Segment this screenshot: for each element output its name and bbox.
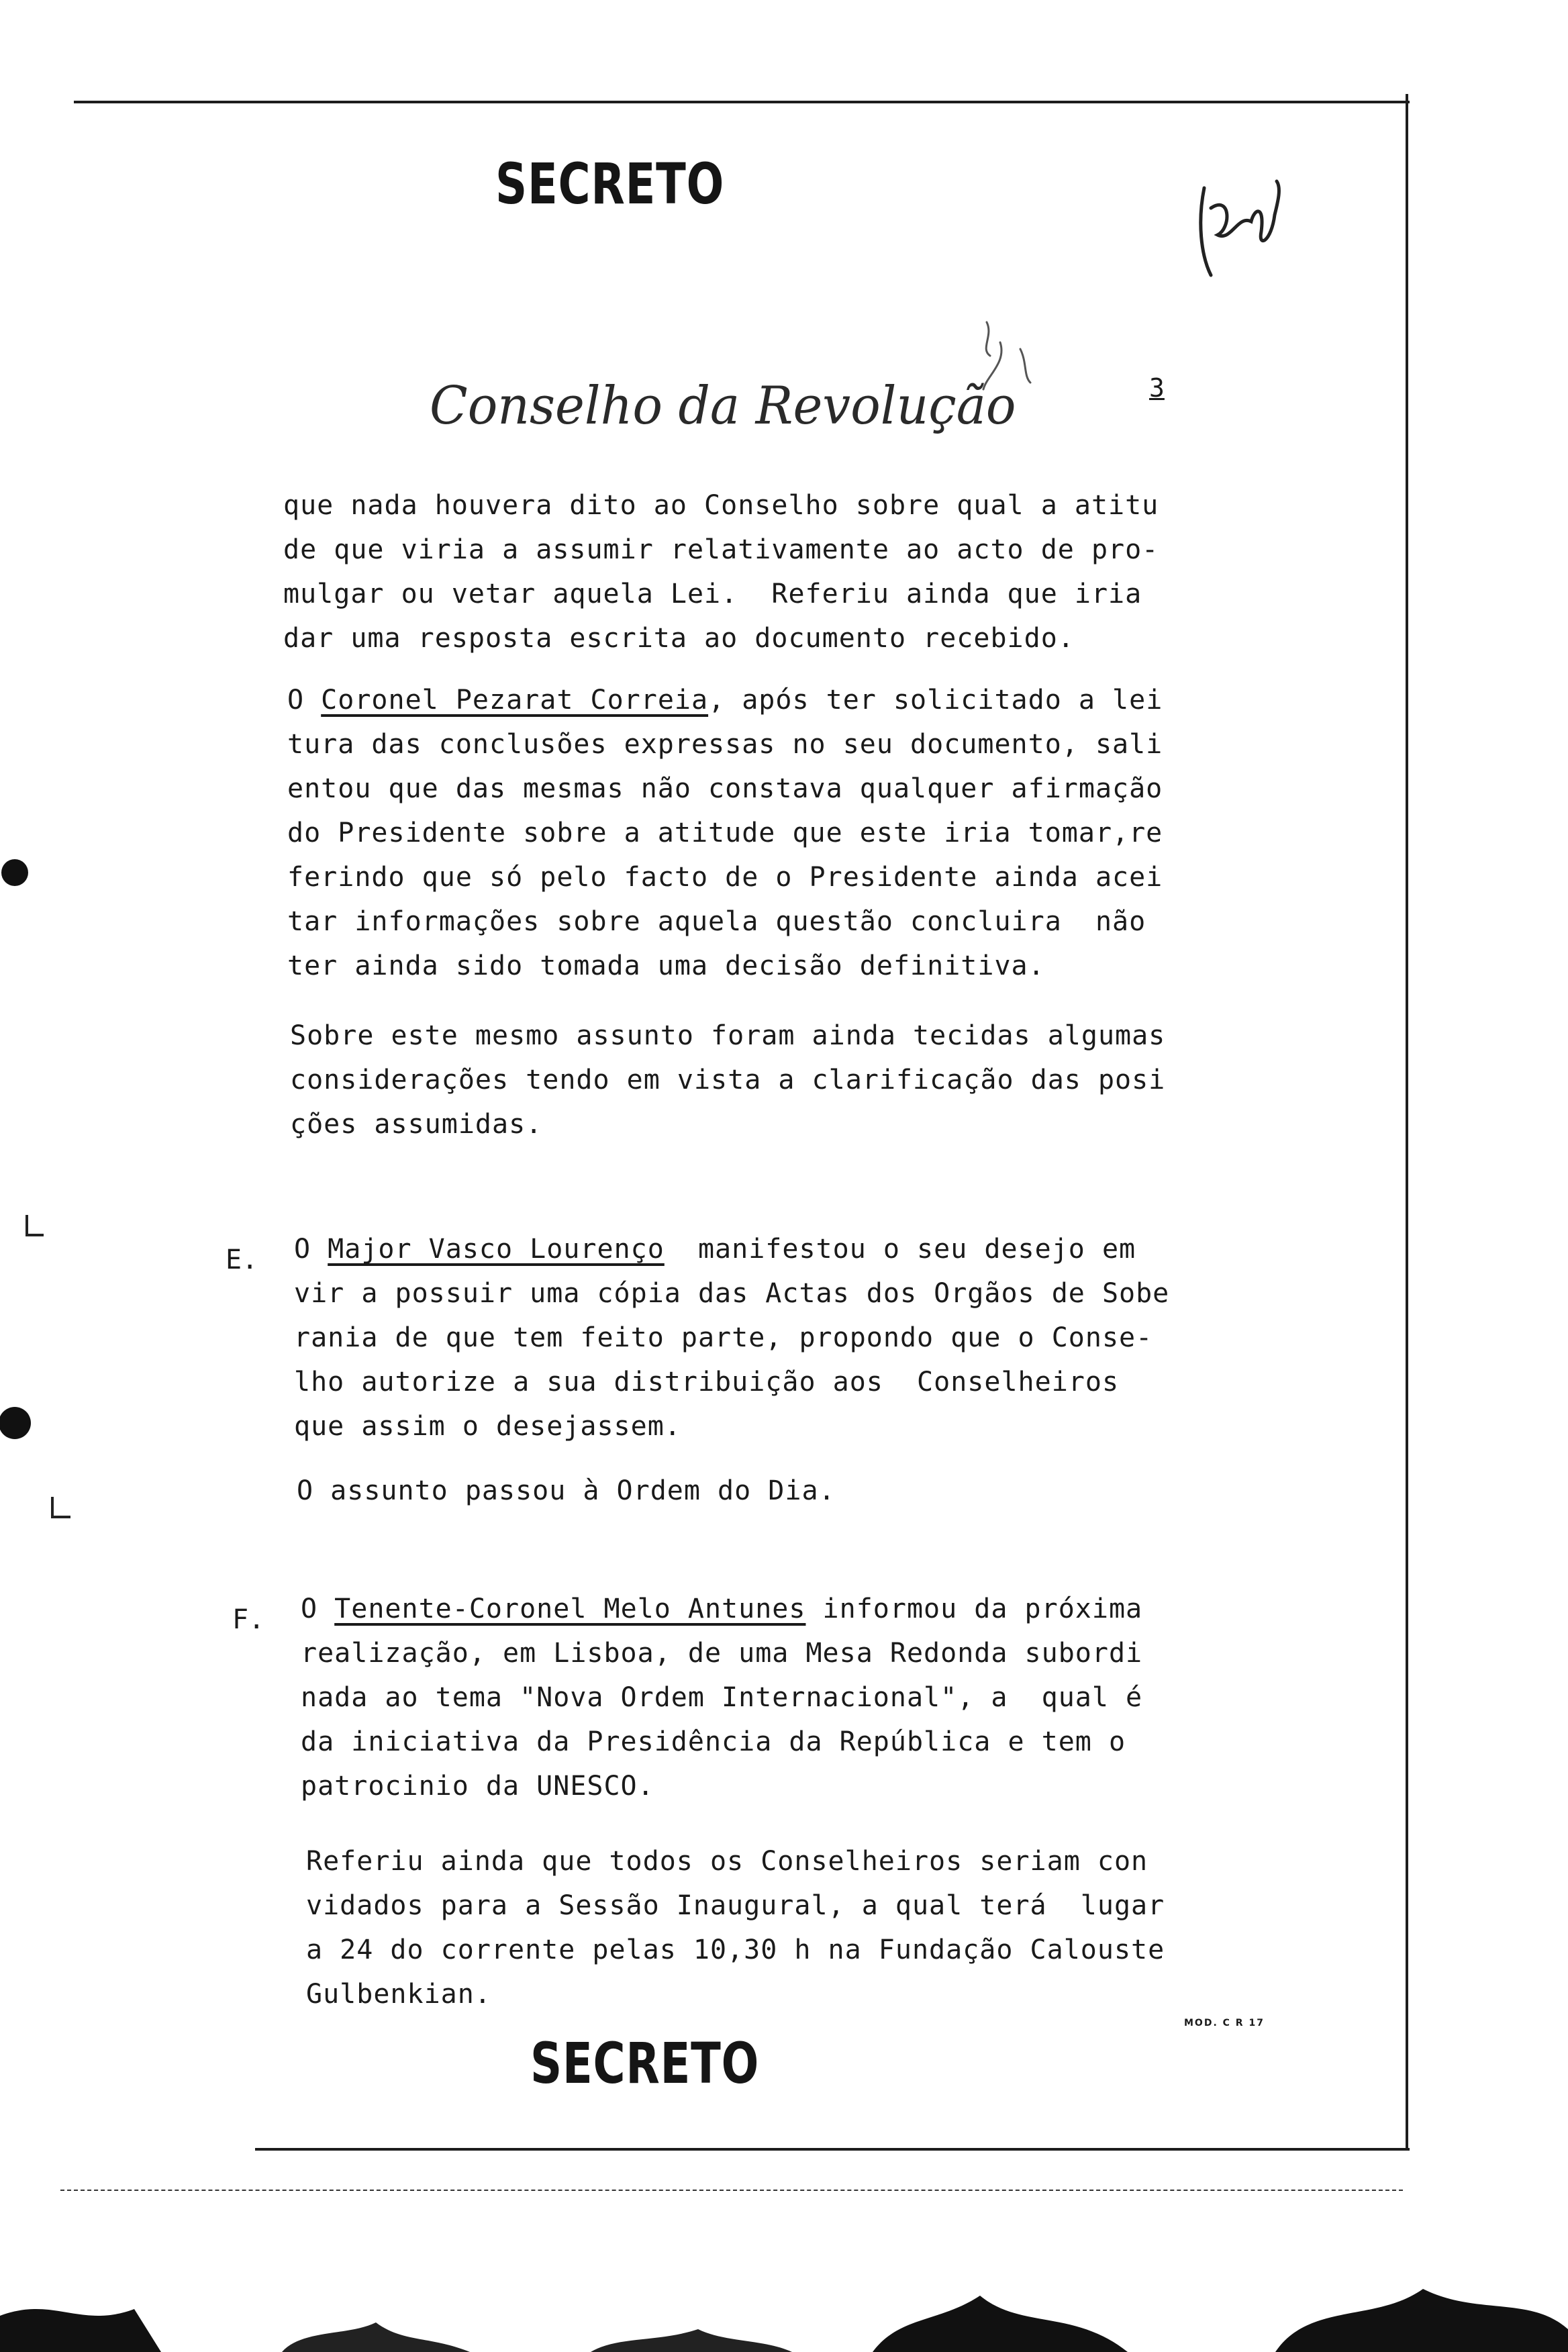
text-line: lho autorize a sua distribuição aos Conselheiros [294, 1367, 1120, 1398]
bottom-dashed-line [60, 2190, 1403, 2191]
text-line: que assim o desejassem. [294, 1411, 681, 1442]
text-line: O assunto passou à Ordem do Dia. [297, 1475, 836, 1506]
classification-stamp-top: SECRETO [495, 151, 725, 217]
top-border-line [74, 101, 1410, 103]
text-fragment: O [301, 1594, 335, 1624]
text-line: considerações tendo em vista a clarificação das posi [290, 1065, 1166, 1095]
text-line: de que viria a assumir relativamente ao acto de pro- [283, 534, 1159, 565]
section-marker-f: F. [232, 1604, 265, 1635]
text-line: ferindo que só pelo facto de o Presidente ainda acei [287, 862, 1163, 893]
scan-noise [0, 2195, 1568, 2352]
text-line: Sobre este mesmo assunto foram ainda tecidas algumas [290, 1020, 1166, 1051]
text-line: a 24 do corrente pelas 10,30 h na Fundação Calouste [306, 1934, 1165, 1965]
text-line: Referiu ainda que todos os Conselheiros seriam con [306, 1846, 1148, 1877]
text-line: vir a possuir uma cópia das Actas dos Orgãos de Sobe [294, 1278, 1170, 1309]
text-line: entou que das mesmas não constava qualquer afirmação [287, 773, 1163, 804]
text-fragment: manifestou o seu desejo em [664, 1234, 1136, 1265]
paragraph-1 [283, 483, 1159, 660]
handwritten-initials [1191, 168, 1285, 282]
text-line: ter ainda sido tomada uma decisão definitiva. [287, 950, 1045, 981]
text-line: nada ao tema "Nova Ordem Internacional", a qual é [301, 1682, 1143, 1713]
text-fragment: , após ter solicitado a lei [708, 685, 1163, 716]
text-line: Gulbenkian. [306, 1979, 491, 2010]
paragraph-6 [301, 1587, 1142, 1808]
text-line: rania de que tem feito parte, propondo que o Conse- [294, 1322, 1153, 1353]
speaker-name: Major Vasco Lourenço [328, 1234, 665, 1265]
text-line: tura das conclusões expressas no seu documento, sali [287, 729, 1163, 760]
text-line: dar uma resposta escrita ao documento recebido. [283, 623, 1075, 654]
bottom-border-line [255, 2148, 1410, 2151]
section-marker-e: E. [226, 1244, 258, 1275]
text-line: mulgar ou vetar aquela Lei. Referiu ainda que iria [283, 579, 1142, 609]
paragraph-7 [306, 1839, 1165, 2016]
text-line: vidados para a Sessão Inaugural, a qual terá lugar [306, 1890, 1165, 1921]
text-line: do Presidente sobre a atitude que este iria tomar,re [287, 818, 1163, 848]
classification-stamp-bottom: SECRETO [530, 2030, 760, 2096]
letterhead-title: Conselho da Revolução [430, 376, 1016, 436]
text-line: que nada houvera dito ao Conselho sobre qual a atitu [283, 490, 1159, 521]
text-line: patrocinio da UNESCO. [301, 1771, 654, 1802]
paragraph-3 [290, 1014, 1165, 1146]
paragraph-5 [297, 1469, 836, 1513]
paragraph-2 [287, 678, 1163, 988]
paragraph-4 [294, 1227, 1169, 1449]
text-line: ções assumidas. [290, 1109, 543, 1140]
speaker-name: Coronel Pezarat Correia [321, 685, 709, 716]
text-line: realização, em Lisboa, de uma Mesa Redonda subordi [301, 1638, 1143, 1669]
page-number: 3 [1149, 373, 1165, 403]
margin-marks [0, 832, 81, 1557]
text-fragment: O [287, 685, 322, 716]
text-line: da iniciativa da Presidência da República e tem o [301, 1726, 1126, 1757]
text-fragment: O [294, 1234, 328, 1265]
text-fragment: informou da próxima [805, 1594, 1143, 1624]
text-line: tar informações sobre aquela questão concluira não [287, 906, 1146, 937]
speaker-name: Tenente-Coronel Melo Antunes [334, 1594, 806, 1624]
form-code: MOD. C R 17 [1184, 2018, 1265, 2028]
right-border-line [1406, 94, 1408, 2148]
